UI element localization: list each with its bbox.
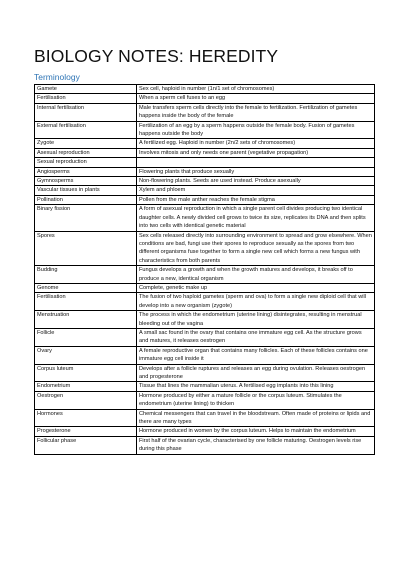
table-row bbox=[35, 436, 375, 454]
term-cell: Zygote bbox=[35, 139, 137, 148]
table-row bbox=[35, 177, 375, 186]
term-cell: Fertilisation bbox=[35, 293, 137, 311]
table-row bbox=[35, 409, 375, 427]
definition-cell bbox=[137, 158, 375, 167]
definition-cell: The process in which the endometrium (uterine lining) disintegrates, resulting in menstrual bleeding out of the vagina bbox=[137, 311, 375, 329]
term-cell: Gymnosperms bbox=[35, 177, 137, 186]
definition-cell: Fungus develops a growth and when the growth matures and develops, it breaks off to produce a new, identical organism bbox=[137, 266, 375, 284]
definition-cell: A small sac found in the ovary that contains one immature egg cell. As the structure grows and matures, it releases oestrogen bbox=[137, 328, 375, 346]
term-cell: Fertilisation bbox=[35, 94, 137, 103]
terminology-table-body bbox=[35, 85, 375, 455]
term-cell: Menstruation bbox=[35, 311, 137, 329]
table-row bbox=[35, 186, 375, 195]
definition-cell: Involves mitosis and only needs one parent (vegetative propagation) bbox=[137, 148, 375, 157]
definition-cell: Pollen from the male anther reaches the female stigma bbox=[137, 195, 375, 204]
table-row bbox=[35, 266, 375, 284]
term-cell: Gamete bbox=[35, 85, 137, 94]
definition-cell: Non-flowering plants. Seeds are used instead. Produce asexually bbox=[137, 177, 375, 186]
term-cell: Angiosperms bbox=[35, 167, 137, 176]
term-cell: Progesterone bbox=[35, 427, 137, 436]
definition-cell: Flowering plants that produce sexually bbox=[137, 167, 375, 176]
terminology-table bbox=[34, 84, 375, 455]
term-cell: Hormones bbox=[35, 409, 137, 427]
term-cell: Asexual reproduction bbox=[35, 148, 137, 157]
definition-cell: Complete, genetic make up bbox=[137, 283, 375, 292]
section-heading: Terminology bbox=[34, 72, 80, 82]
term-cell: Oestrogen bbox=[35, 391, 137, 409]
term-cell: Follicle bbox=[35, 328, 137, 346]
table-row bbox=[35, 205, 375, 231]
table-row bbox=[35, 103, 375, 121]
definition-cell: Tissue that lines the mammalian uterus. A fertilised egg implants into this lining bbox=[137, 382, 375, 391]
table-row bbox=[35, 328, 375, 346]
table-row bbox=[35, 346, 375, 364]
table-row bbox=[35, 382, 375, 391]
table-row bbox=[35, 293, 375, 311]
definition-cell: Develops after a follicle ruptures and releases an egg during ovulation. Releases oestrogen and progesterone bbox=[137, 364, 375, 382]
term-cell: Pollination bbox=[35, 195, 137, 204]
table-row bbox=[35, 427, 375, 436]
term-cell: Spores bbox=[35, 231, 137, 266]
table-row bbox=[35, 158, 375, 167]
definition-cell: Sex cell, haploid in number (1n/1 set of chromosomes) bbox=[137, 85, 375, 94]
term-cell: Endometrium bbox=[35, 382, 137, 391]
definition-cell: When a sperm cell fuses to an egg bbox=[137, 94, 375, 103]
term-cell: External fertilisation bbox=[35, 121, 137, 139]
term-cell: Binary fission bbox=[35, 205, 137, 231]
table-row bbox=[35, 139, 375, 148]
table-row bbox=[35, 311, 375, 329]
definition-cell: Male transfers sperm cells directly into the female to fertilization. Fertilization of gametes happens inside the body of the female bbox=[137, 103, 375, 121]
definition-cell: Sex cells released directly into surrounding environment to spread and grow elsewhere. When conditions are bad, fungi use their spores to reproduce sexually as the spores from two different organisms fuse together to form a single new cell which forms a new fungus with characteristics from both parents bbox=[137, 231, 375, 266]
table-row bbox=[35, 283, 375, 292]
definition-cell: Fertilization of an egg by a sperm happens outside the female body. Fusion of gametes happens outside the body bbox=[137, 121, 375, 139]
definition-cell: A female reproductive organ that contains many follicles. Each of these follicles contains one immature egg cell inside it bbox=[137, 346, 375, 364]
table-row bbox=[35, 231, 375, 266]
definition-cell: The fusion of two haploid gametes (sperm and ova) to form a single new diploid cell that will develop into a new organism (zygote) bbox=[137, 293, 375, 311]
definition-cell: A fertilized egg. Haploid in number (2n/2 sets of chromosomes) bbox=[137, 139, 375, 148]
table-row bbox=[35, 85, 375, 94]
table-row bbox=[35, 195, 375, 204]
table-row bbox=[35, 148, 375, 157]
definition-cell: A form of asexual reproduction in which a single parent cell divides producing two identical daughter cells. A newly divided cell grows to twice its size, replicates its DNA and then splits into two cells with identical genetic material bbox=[137, 205, 375, 231]
table-row bbox=[35, 391, 375, 409]
table-row bbox=[35, 94, 375, 103]
definition-cell: Hormone produced in women by the corpus luteum. Helps to maintain the endometrium bbox=[137, 427, 375, 436]
definition-cell: First half of the ovarian cycle, characterised by one follicle maturing. Oestrogen levels rise during this phase bbox=[137, 436, 375, 454]
term-cell: Follicular phase bbox=[35, 436, 137, 454]
definition-cell: Hormone produced by either a mature follicle or the corpus luteum. Stimulates the endometrium (uterine lining) to thicken bbox=[137, 391, 375, 409]
term-cell: Budding bbox=[35, 266, 137, 284]
term-cell: Corpus luteum bbox=[35, 364, 137, 382]
definition-cell: Chemical messengers that can travel in the bloodstream. Often made of proteins or lipids and there are many types bbox=[137, 409, 375, 427]
term-cell: Vascular tissues in plants bbox=[35, 186, 137, 195]
term-cell: Ovary bbox=[35, 346, 137, 364]
table-row bbox=[35, 364, 375, 382]
page-title: BIOLOGY NOTES: HEREDITY bbox=[34, 46, 279, 66]
table-row bbox=[35, 167, 375, 176]
term-cell: Genome bbox=[35, 283, 137, 292]
term-cell: Sexual reproduction bbox=[35, 158, 137, 167]
definition-cell: Xylem and phloem bbox=[137, 186, 375, 195]
term-cell: Internal fertilisation bbox=[35, 103, 137, 121]
table-row bbox=[35, 121, 375, 139]
